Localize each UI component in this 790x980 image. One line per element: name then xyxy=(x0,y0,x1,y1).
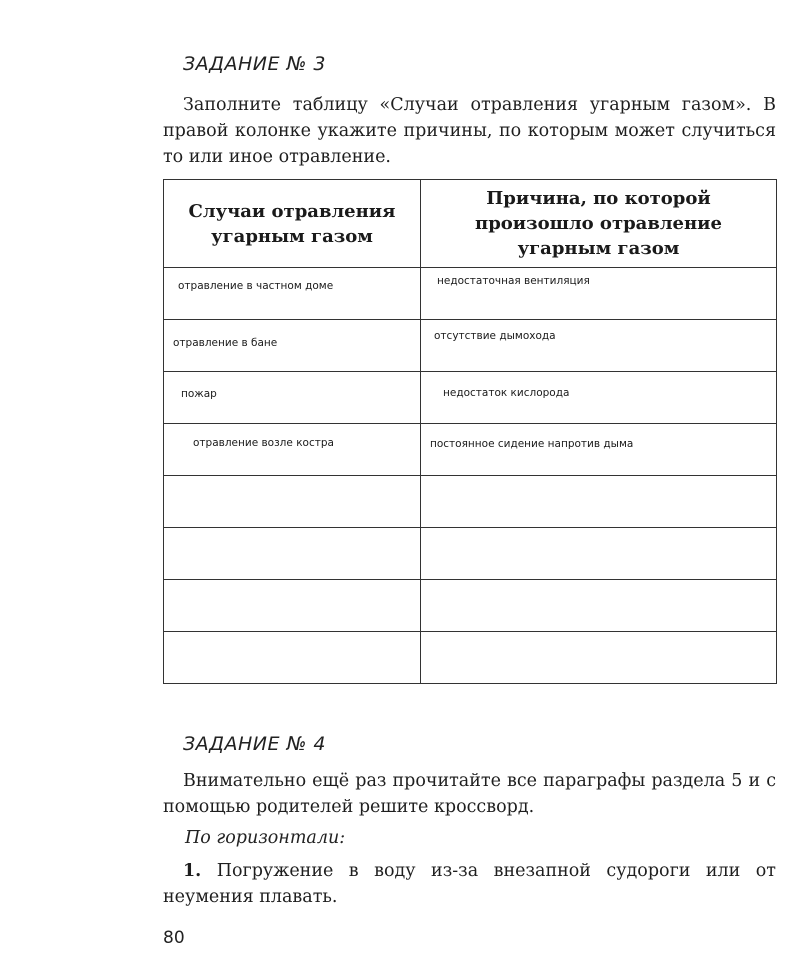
clue-text: Погружение в воду из-за внезапной судороги или от неумения плавать. xyxy=(163,861,776,907)
table-row xyxy=(164,320,777,372)
cell-case[interactable] xyxy=(164,580,421,632)
cell-reason[interactable] xyxy=(421,424,777,476)
task-4-title: ЗАДАНИЕ № 4 xyxy=(183,733,326,755)
reason-text: постоянное сидение напротив дыма xyxy=(430,438,634,450)
cell-reason[interactable] xyxy=(421,632,777,684)
cell-case[interactable] xyxy=(164,528,421,580)
reason-text: отсутствие дымохода xyxy=(434,330,556,342)
page-number: 80 xyxy=(163,928,185,948)
task-3-instructions xyxy=(163,92,776,170)
cell-case[interactable] xyxy=(164,372,421,424)
cell-reason[interactable] xyxy=(421,528,777,580)
reason-text: недостаток кислорода xyxy=(443,387,570,399)
case-text: отравление возле костра xyxy=(193,437,334,449)
header-reasons-text: Причина, по которой произошло отравление угарным газом xyxy=(475,188,722,259)
task-3-title: ЗАДАНИЕ № 3 xyxy=(183,53,326,75)
cell-case[interactable] xyxy=(164,476,421,528)
table-row xyxy=(164,476,777,528)
case-text: пожар xyxy=(181,388,217,400)
task-3-text: Заполните таблицу «Случаи отравления угарным газом». В правой колонке укажите причины, по которым может случиться то или иное отравление. xyxy=(163,95,776,167)
crossword-clue-1 xyxy=(163,858,776,910)
across-subheading: По горизонтали: xyxy=(185,828,346,848)
case-text: отравление в частном доме xyxy=(178,280,334,292)
clue-number: 1. xyxy=(183,861,202,881)
cell-case[interactable] xyxy=(164,268,421,320)
reason-text: недостаточная вентиляция xyxy=(437,275,590,287)
table-row xyxy=(164,424,777,476)
header-cases xyxy=(164,180,421,268)
header-cases-text: Случаи отравления угарным газом xyxy=(188,200,396,247)
table-row xyxy=(164,528,777,580)
header-reasons xyxy=(421,180,777,268)
cell-case[interactable] xyxy=(164,320,421,372)
cell-case[interactable] xyxy=(164,632,421,684)
table-row xyxy=(164,268,777,320)
cell-reason[interactable] xyxy=(421,476,777,528)
cell-reason[interactable] xyxy=(421,580,777,632)
cell-reason[interactable] xyxy=(421,268,777,320)
cell-reason[interactable] xyxy=(421,372,777,424)
table-row xyxy=(164,372,777,424)
table-row xyxy=(164,580,777,632)
task-4-text: Внимательно ещё раз прочитайте все параграфы раздела 5 и с помощью родителей решите кроссворд. xyxy=(163,771,776,817)
table-row xyxy=(164,632,777,684)
cell-case[interactable] xyxy=(164,424,421,476)
cell-reason[interactable] xyxy=(421,320,777,372)
poisoning-table xyxy=(163,179,777,684)
case-text: отравление в бане xyxy=(173,337,278,349)
task-4-instructions xyxy=(163,768,776,820)
